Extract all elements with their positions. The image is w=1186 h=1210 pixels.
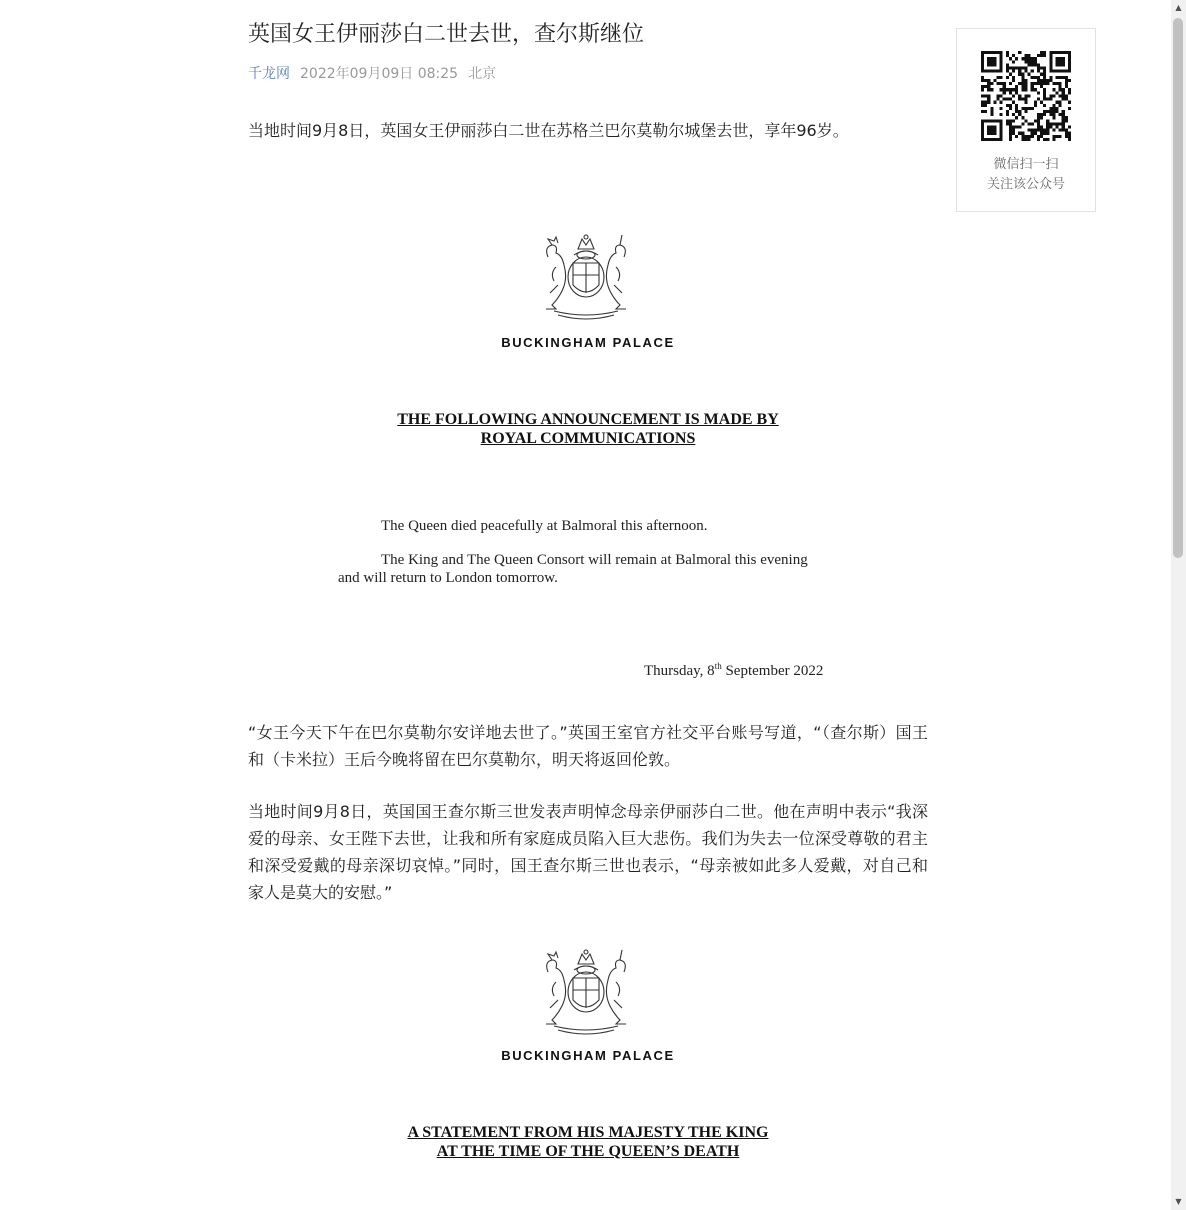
source-link[interactable]: 千龙网: [248, 66, 290, 82]
announcement-heading-line-2: ROYAL COMMUNICATIONS: [480, 430, 696, 447]
statement-image: [248, 940, 928, 1210]
palace-name: BUCKINGHAM PALACE: [501, 1048, 675, 1063]
announcement-date: Thursday, 8th September 2022: [644, 661, 824, 679]
announcement-body-line-2: The King and The Queen Consort will remain at Balmoral this evening: [381, 552, 808, 568]
scroll-down-arrow-icon[interactable]: ▼: [1175, 1197, 1182, 1206]
wechat-qr-box: [956, 28, 1096, 212]
publish-location: 北京: [468, 66, 497, 82]
qr-caption-line-1: 微信扫一扫: [993, 157, 1059, 172]
royal-coat-of-arms-icon: [538, 948, 634, 1036]
scrollbar-thumb[interactable]: [1173, 18, 1183, 558]
publish-time: 2022年09月09日 08:25: [300, 66, 459, 82]
vertical-scrollbar[interactable]: [1171, 0, 1186, 1210]
announcement-body-line-1: The Queen died peacefully at Balmoral this afternoon.: [381, 518, 708, 534]
announcement-heading-line-1: THE FOLLOWING ANNOUNCEMENT IS MADE BY: [397, 411, 779, 428]
article-paragraph-3: 当地时间9月8日，英国国王查尔斯三世发表声明悼念母亲伊丽莎白二世。他在声明中表示“我深爱的母亲、女王陛下去世，让我和所有家庭成员陷入巨大悲伤。我们为失去一位深受尊敬的君主和深受爱戴的母亲深切哀悼。”同时，国王查尔斯三世也表示，“母亲被如此多人爱戴，对自己和家人是莫大的安慰。”: [248, 802, 928, 902]
article-paragraph-2: “女王今天下午在巴尔莫勒尔安详地去世了。”英国王室官方社交平台账号写道，“（查尔斯）国王和（卡米拉）王后今晚将留在巴尔莫勒尔，明天将返回伦敦。: [248, 723, 928, 769]
announcement-body-line-3: and will return to London tomorrow.: [338, 570, 558, 586]
qr-code: [981, 51, 1071, 141]
article-meta: [248, 64, 496, 84]
qr-caption: [957, 155, 1095, 195]
statement-heading-line-2: AT THE TIME OF THE QUEEN’S DEATH: [436, 1143, 740, 1160]
article-paragraph-1: 当地时间9月8日，英国女王伊丽莎白二世在苏格兰巴尔莫勒尔城堡去世，享年96岁。: [248, 121, 849, 140]
announcement-image: [248, 225, 928, 695]
palace-name: BUCKINGHAM PALACE: [501, 335, 675, 350]
qr-caption-line-2: 关注该公众号: [986, 177, 1065, 192]
article-title: 英国女王伊丽莎白二世去世，查尔斯继位: [248, 22, 645, 47]
statement-heading-line-1: A STATEMENT FROM HIS MAJESTY THE KING: [407, 1124, 769, 1141]
royal-coat-of-arms-icon: [538, 233, 634, 321]
scroll-up-arrow-icon[interactable]: ▲: [1175, 3, 1182, 12]
